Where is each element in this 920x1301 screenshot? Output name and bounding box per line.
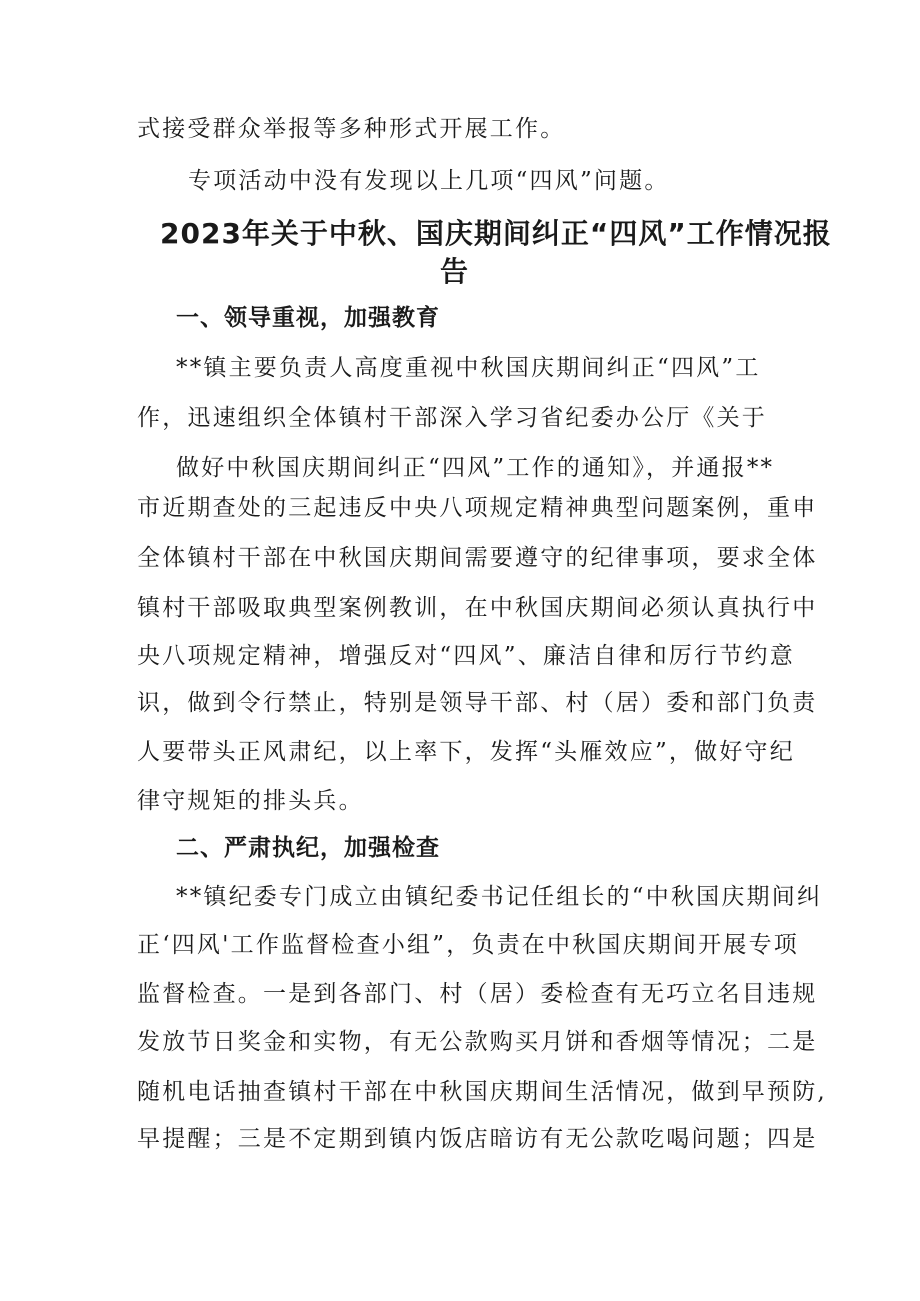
section-1-line-3: 做好中秋国庆期间纠正“四风”工作的通知》，并通报**: [176, 455, 775, 481]
section-2-line-1: **镇纪委专门成立由镇纪委书记任组长的“中秋国庆期间纠: [176, 884, 823, 910]
section-1-line-10: 律守规矩的排头兵。: [137, 788, 364, 814]
intro-line-2: 专项活动中没有发现以上几项“四风”问题。: [188, 168, 670, 194]
section-2-heading: 二、严肃执纪，加强检查: [176, 835, 440, 861]
section-1-line-1: **镇主要负责人高度重视中秋国庆期间纠正“四风”工: [176, 355, 761, 381]
section-2-line-3: 监督检查。一是到各部门、村（居）委检查有无巧立名目违规: [137, 981, 818, 1007]
intro-line-1: 式接受群众举报等多种形式开展工作。: [137, 116, 566, 142]
section-2-line-6: 早提醒；三是不定期到镇内饭店暗访有无公款吃喝问题；四是: [137, 1126, 818, 1152]
section-1-line-5: 全体镇村干部在中秋国庆期间需要遵守的纪律事项，要求全体: [137, 545, 818, 571]
section-1-line-6: 镇村干部吸取典型案例教训，在中秋国庆期间必须认真执行中: [137, 595, 818, 621]
section-1-line-7: 央八项规定精神，增强反对“四风”、廉洁自律和厉行节约意: [137, 643, 795, 669]
section-2-line-5: 随机电话抽查镇村干部在中秋国庆期间生活情况，做到早预防,: [137, 1079, 827, 1105]
section-1-line-8: 识，做到令行禁止，特别是领导干部、村（居）委和部门负责: [137, 690, 818, 716]
report-title-line-1: 2023年关于中秋、国庆期间纠正“四风”工作情况报: [160, 217, 832, 250]
section-1-line-4: 市近期查处的三起违反中央八项规定精神典型问题案例，重申: [137, 495, 818, 521]
section-2-line-2: 正‘四风'工作监督检查小组”，负责在中秋国庆期间开展专项: [137, 932, 799, 958]
section-2-line-4: 发放节日奖金和实物，有无公款购买月饼和香烟等情况；二是: [137, 1029, 818, 1055]
section-1-line-2: 作，迅速组织全体镇村干部深入学习省纪委办公厅《关于: [137, 405, 767, 431]
report-title-line-2: 告: [440, 255, 470, 288]
section-1-heading: 一、领导重视，加强教育: [176, 305, 440, 331]
section-1-line-9: 人要带头正风肃纪，以上率下，发挥“头雁效应”，做好守纪: [137, 739, 795, 765]
